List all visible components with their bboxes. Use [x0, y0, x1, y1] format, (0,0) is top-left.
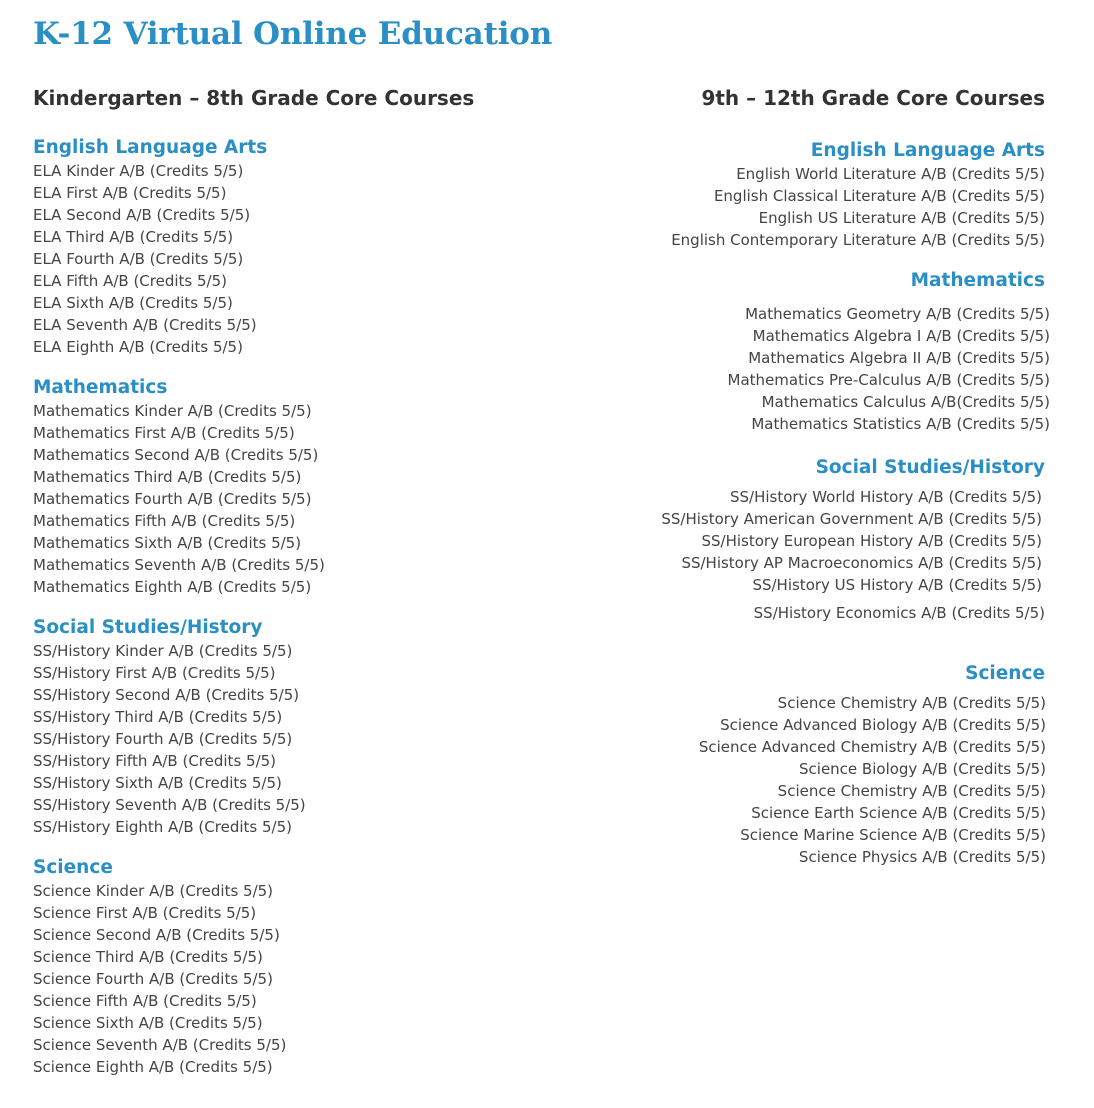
course-item: Science Eighth A/B (Credits 5/5) [33, 1058, 273, 1076]
course-item: Mathematics Algebra I A/B (Credits 5/5) [752, 327, 1050, 345]
course-item: SS/History US History A/B (Credits 5/5) [752, 576, 1042, 594]
course-item: English Classical Literature A/B (Credits 5/5) [713, 187, 1045, 205]
section-title: Mathematics [33, 377, 168, 398]
course-item: Science Physics A/B (Credits 5/5) [798, 848, 1046, 866]
course-item: SS/History Second A/B (Credits 5/5) [33, 686, 300, 704]
course-item: SS/History AP Macroeconomics A/B (Credits 5/5) [681, 554, 1042, 572]
page-title: K-12 Virtual Online Education [33, 16, 553, 52]
course-item: ELA Sixth A/B (Credits 5/5) [33, 294, 233, 312]
course-item: Science Fifth A/B (Credits 5/5) [33, 992, 257, 1010]
course-item: Science Earth Science A/B (Credits 5/5) [751, 804, 1046, 822]
course-item: ELA Fifth A/B (Credits 5/5) [33, 272, 227, 290]
hs-ss-section [525, 456, 1045, 624]
section-title: Social Studies/History [33, 617, 263, 638]
course-item: Science Second A/B (Credits 5/5) [33, 926, 280, 944]
course-item: ELA Third A/B (Credits 5/5) [33, 228, 234, 246]
course-item: Mathematics Geometry A/B (Credits 5/5) [745, 305, 1050, 323]
course-item: Science Advanced Chemistry A/B (Credits 5/5) [698, 738, 1046, 756]
course-item: SS/History Third A/B (Credits 5/5) [33, 708, 283, 726]
k8-science-section [33, 856, 553, 1078]
course-item: SS/History American Government A/B (Credits 5/5) [661, 510, 1042, 528]
hs-ela-section [525, 139, 1045, 251]
course-item: SS/History Sixth A/B (Credits 5/5) [33, 774, 282, 792]
course-list [525, 303, 1050, 435]
course-item: SS/History Eighth A/B (Credits 5/5) [33, 818, 292, 836]
course-list [33, 640, 553, 838]
course-item: SS/History Economics A/B (Credits 5/5) [753, 604, 1045, 622]
course-list [33, 880, 553, 1078]
section-title: Mathematics [910, 270, 1045, 291]
course-item: SS/History Fourth A/B (Credits 5/5) [33, 730, 293, 748]
hs-column [525, 80, 1050, 868]
course-list [525, 163, 1045, 251]
course-item: Science Third A/B (Credits 5/5) [33, 948, 263, 966]
k8-math-section [33, 376, 553, 598]
course-item: SS/History Kinder A/B (Credits 5/5) [33, 642, 293, 660]
course-item: Mathematics Third A/B (Credits 5/5) [33, 468, 302, 486]
course-item: Mathematics Seventh A/B (Credits 5/5) [33, 556, 325, 574]
course-item: Science First A/B (Credits 5/5) [33, 904, 257, 922]
k8-heading: Kindergarten – 8th Grade Core Courses [33, 86, 475, 110]
course-item: Science Kinder A/B (Credits 5/5) [33, 882, 274, 900]
course-item: Mathematics Kinder A/B (Credits 5/5) [33, 402, 312, 420]
section-title: English Language Arts [33, 137, 268, 158]
k8-column [33, 80, 553, 1096]
course-item: Science Advanced Biology A/B (Credits 5/5) [720, 716, 1046, 734]
course-item: ELA Seventh A/B (Credits 5/5) [33, 316, 257, 334]
course-item: Mathematics Second A/B (Credits 5/5) [33, 446, 319, 464]
course-item: English World Literature A/B (Credits 5/5) [736, 165, 1045, 183]
course-item: Mathematics First A/B (Credits 5/5) [33, 424, 295, 442]
course-item: Science Chemistry A/B (Credits 5/5) [777, 782, 1046, 800]
course-item: Science Sixth A/B (Credits 5/5) [33, 1014, 263, 1032]
course-item: Mathematics Eighth A/B (Credits 5/5) [33, 578, 312, 596]
course-item: SS/History World History A/B (Credits 5/5) [729, 488, 1042, 506]
course-item: English Contemporary Literature A/B (Credits 5/5) [671, 231, 1045, 249]
course-item: Science Chemistry A/B (Credits 5/5) [777, 694, 1046, 712]
section-title: Social Studies/History [815, 457, 1045, 478]
course-list [525, 486, 1045, 624]
course-item: Mathematics Pre-Calculus A/B (Credits 5/5) [727, 371, 1050, 389]
hs-science-section [525, 662, 1045, 868]
course-list [33, 400, 553, 598]
course-item: SS/History Fifth A/B (Credits 5/5) [33, 752, 277, 770]
course-item: Science Biology A/B (Credits 5/5) [799, 760, 1046, 778]
course-item: ELA Eighth A/B (Credits 5/5) [33, 338, 243, 356]
course-item: Science Seventh A/B (Credits 5/5) [33, 1036, 287, 1054]
course-item: Science Marine Science A/B (Credits 5/5) [740, 826, 1046, 844]
course-item: Mathematics Statistics A/B (Credits 5/5) [751, 415, 1050, 433]
course-item: ELA Second A/B (Credits 5/5) [33, 206, 251, 224]
k8-ss-section [33, 616, 553, 838]
course-item: ELA Kinder A/B (Credits 5/5) [33, 162, 244, 180]
course-item: Mathematics Fourth A/B (Credits 5/5) [33, 490, 312, 508]
course-item: SS/History First A/B (Credits 5/5) [33, 664, 276, 682]
course-item: Mathematics Sixth A/B (Credits 5/5) [33, 534, 302, 552]
course-item: SS/History Seventh A/B (Credits 5/5) [33, 796, 306, 814]
course-item: SS/History European History A/B (Credits 5/5) [701, 532, 1042, 550]
course-item: ELA Fourth A/B (Credits 5/5) [33, 250, 244, 268]
course-item: English US Literature A/B (Credits 5/5) [758, 209, 1045, 227]
course-item: Science Fourth A/B (Credits 5/5) [33, 970, 273, 988]
section-title: English Language Arts [810, 140, 1045, 161]
k8-ela-section [33, 136, 553, 358]
course-item: Mathematics Fifth A/B (Credits 5/5) [33, 512, 296, 530]
course-list [525, 692, 1046, 868]
course-item: Mathematics Algebra II A/B (Credits 5/5) [748, 349, 1050, 367]
course-item: ELA First A/B (Credits 5/5) [33, 184, 227, 202]
hs-heading: 9th – 12th Grade Core Courses [701, 86, 1045, 110]
section-title: Science [33, 857, 113, 878]
hs-math-section [525, 269, 1050, 435]
course-list [33, 160, 553, 358]
course-item: Mathematics Calculus A/B(Credits 5/5) [761, 393, 1050, 411]
section-title: Science [965, 663, 1045, 684]
